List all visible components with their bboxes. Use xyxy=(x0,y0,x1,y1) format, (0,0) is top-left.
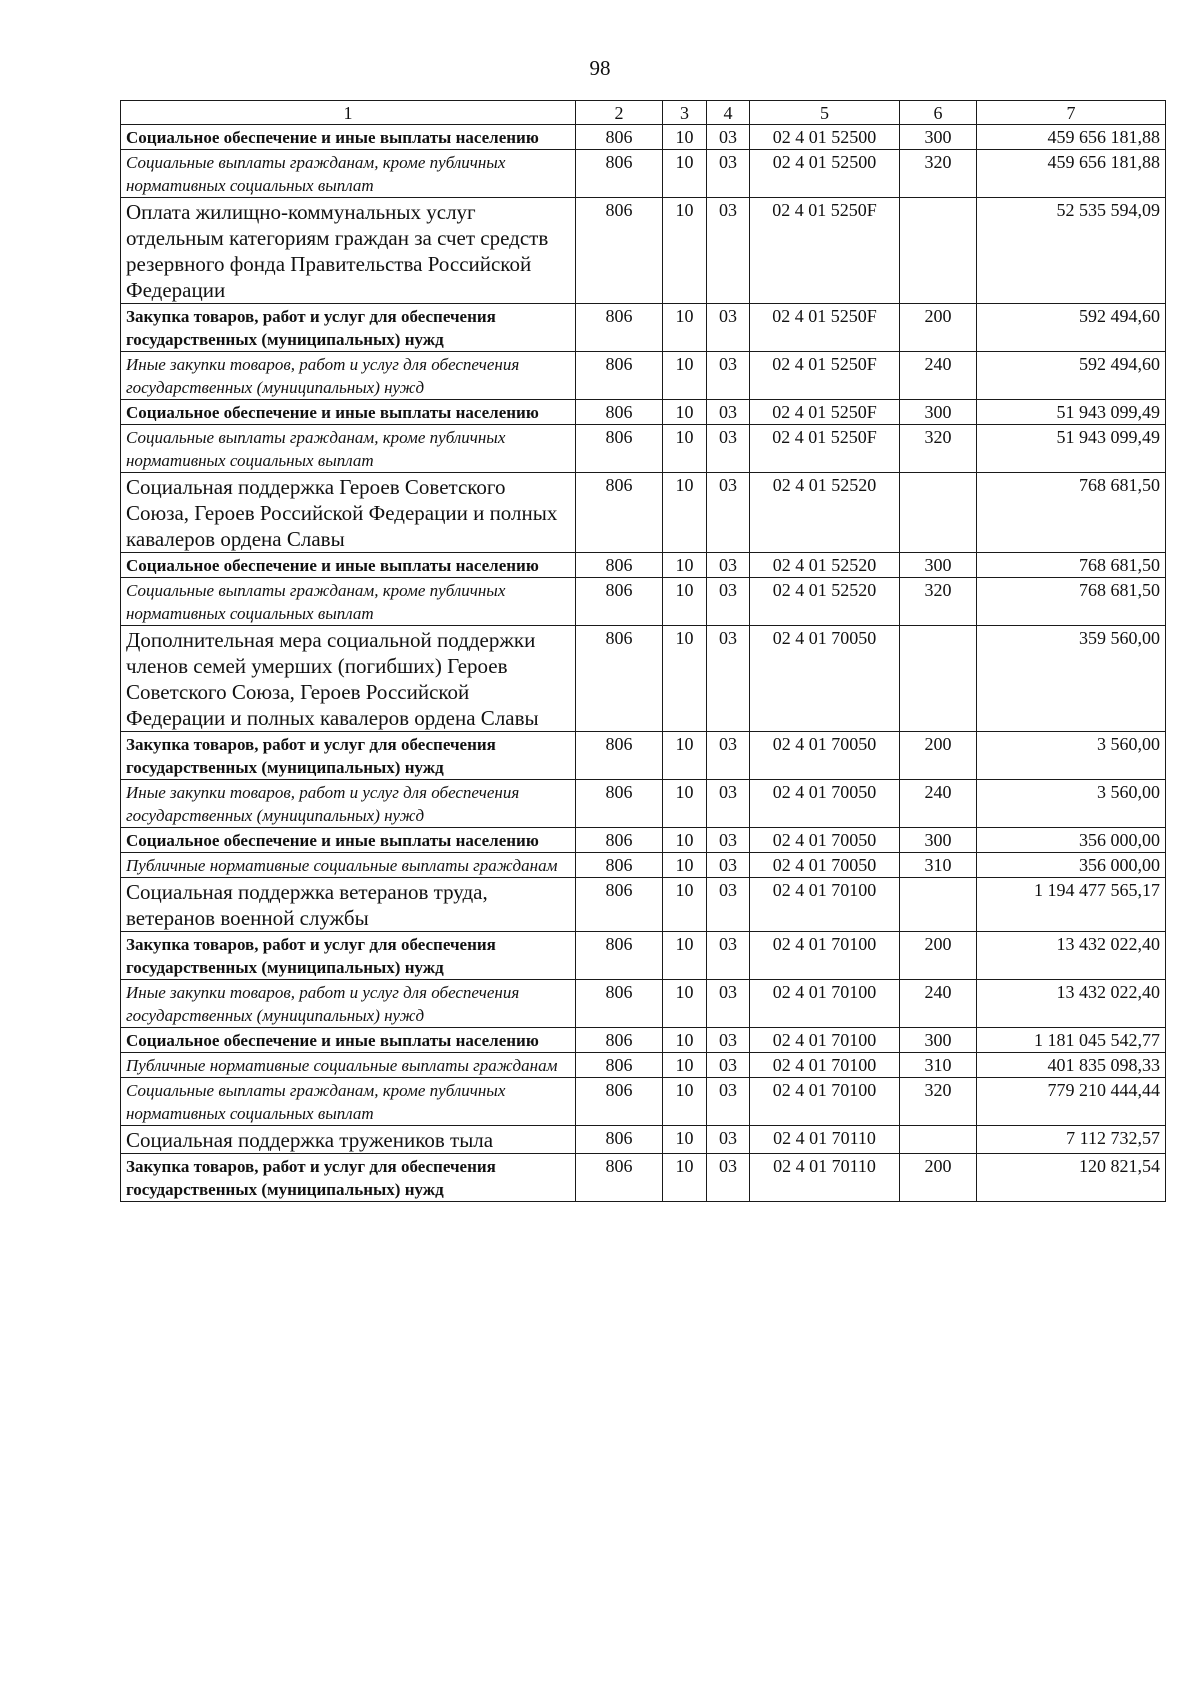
cell-section: 10 xyxy=(663,828,707,853)
cell-name: Социальное обеспечение и иные выплаты населению xyxy=(121,125,576,150)
cell-name: Закупка товаров, работ и услуг для обеспечения государственных (муниципальных) нужд xyxy=(121,304,576,352)
table-row xyxy=(121,732,1166,780)
cell-section: 10 xyxy=(663,980,707,1028)
page-number: 98 xyxy=(589,56,611,80)
table-row xyxy=(121,828,1166,853)
cell-expense-type: 200 xyxy=(900,304,977,352)
cell-subsection: 03 xyxy=(707,1078,750,1126)
cell-amount: 3 560,00 xyxy=(977,732,1166,780)
cell-target-article: 02 4 01 52520 xyxy=(750,578,900,626)
cell-name: Социальные выплаты гражданам, кроме публичных нормативных социальных выплат xyxy=(121,425,576,473)
cell-name: Публичные нормативные социальные выплаты гражданам xyxy=(121,1053,576,1078)
cell-expense-type: 200 xyxy=(900,1154,977,1202)
cell-section: 10 xyxy=(663,1028,707,1053)
cell-ministry-code: 806 xyxy=(576,1078,663,1126)
cell-section: 10 xyxy=(663,125,707,150)
table-row xyxy=(121,878,1166,932)
header-col-6: 6 xyxy=(900,101,977,125)
cell-amount: 13 432 022,40 xyxy=(977,980,1166,1028)
table-row xyxy=(121,352,1166,400)
cell-target-article: 02 4 01 70100 xyxy=(750,932,900,980)
cell-target-article: 02 4 01 70100 xyxy=(750,1053,900,1078)
cell-target-article: 02 4 01 70100 xyxy=(750,980,900,1028)
cell-ministry-code: 806 xyxy=(576,828,663,853)
cell-name: Социальная поддержка Героев Советского Союза, Героев Российской Федерации и полных кавалеров ордена Славы xyxy=(121,473,576,553)
cell-amount: 120 821,54 xyxy=(977,1154,1166,1202)
cell-ministry-code: 806 xyxy=(576,553,663,578)
cell-expense-type: 240 xyxy=(900,980,977,1028)
cell-target-article: 02 4 01 5250F xyxy=(750,352,900,400)
cell-ministry-code: 806 xyxy=(576,626,663,732)
cell-subsection: 03 xyxy=(707,626,750,732)
table-row xyxy=(121,1028,1166,1053)
cell-ministry-code: 806 xyxy=(576,125,663,150)
cell-expense-type xyxy=(900,878,977,932)
cell-expense-type: 200 xyxy=(900,732,977,780)
cell-subsection: 03 xyxy=(707,198,750,304)
cell-target-article: 02 4 01 52520 xyxy=(750,473,900,553)
cell-expense-type xyxy=(900,198,977,304)
table-body xyxy=(121,125,1166,1202)
cell-ministry-code: 806 xyxy=(576,1126,663,1154)
header-col-1: 1 xyxy=(121,101,576,125)
cell-amount: 356 000,00 xyxy=(977,828,1166,853)
cell-ministry-code: 806 xyxy=(576,853,663,878)
cell-target-article: 02 4 01 52500 xyxy=(750,125,900,150)
table-row xyxy=(121,980,1166,1028)
cell-ministry-code: 806 xyxy=(576,198,663,304)
cell-amount: 1 181 045 542,77 xyxy=(977,1028,1166,1053)
table-row xyxy=(121,473,1166,553)
cell-section: 10 xyxy=(663,352,707,400)
cell-expense-type: 300 xyxy=(900,125,977,150)
cell-subsection: 03 xyxy=(707,732,750,780)
table-row xyxy=(121,125,1166,150)
cell-ministry-code: 806 xyxy=(576,1028,663,1053)
cell-target-article: 02 4 01 5250F xyxy=(750,425,900,473)
table-row xyxy=(121,578,1166,626)
cell-section: 10 xyxy=(663,732,707,780)
cell-ministry-code: 806 xyxy=(576,473,663,553)
cell-subsection: 03 xyxy=(707,878,750,932)
cell-ministry-code: 806 xyxy=(576,352,663,400)
header-row xyxy=(121,101,1166,125)
cell-amount: 401 835 098,33 xyxy=(977,1053,1166,1078)
cell-amount: 592 494,60 xyxy=(977,352,1166,400)
cell-name: Иные закупки товаров, работ и услуг для обеспечения государственных (муниципальных) нужд xyxy=(121,780,576,828)
cell-subsection: 03 xyxy=(707,1053,750,1078)
cell-section: 10 xyxy=(663,1078,707,1126)
cell-ministry-code: 806 xyxy=(576,932,663,980)
cell-expense-type: 320 xyxy=(900,150,977,198)
cell-section: 10 xyxy=(663,878,707,932)
cell-target-article: 02 4 01 52520 xyxy=(750,553,900,578)
cell-expense-type xyxy=(900,626,977,732)
cell-expense-type: 320 xyxy=(900,578,977,626)
cell-expense-type: 310 xyxy=(900,853,977,878)
cell-name: Оплата жилищно-коммунальных услуг отдельным категориям граждан за счет средств резервного фонда Правительства Российской Федерации xyxy=(121,198,576,304)
cell-subsection: 03 xyxy=(707,853,750,878)
cell-section: 10 xyxy=(663,400,707,425)
cell-name: Иные закупки товаров, работ и услуг для обеспечения государственных (муниципальных) нужд xyxy=(121,352,576,400)
cell-target-article: 02 4 01 5250F xyxy=(750,400,900,425)
cell-amount: 459 656 181,88 xyxy=(977,125,1166,150)
cell-expense-type: 300 xyxy=(900,553,977,578)
cell-amount: 768 681,50 xyxy=(977,473,1166,553)
cell-name: Закупка товаров, работ и услуг для обеспечения государственных (муниципальных) нужд xyxy=(121,732,576,780)
cell-section: 10 xyxy=(663,1154,707,1202)
cell-expense-type xyxy=(900,473,977,553)
cell-amount: 3 560,00 xyxy=(977,780,1166,828)
cell-section: 10 xyxy=(663,578,707,626)
table-row xyxy=(121,1053,1166,1078)
cell-subsection: 03 xyxy=(707,828,750,853)
table-row xyxy=(121,400,1166,425)
cell-amount: 7 112 732,57 xyxy=(977,1126,1166,1154)
cell-expense-type: 200 xyxy=(900,932,977,980)
cell-target-article: 02 4 01 70110 xyxy=(750,1154,900,1202)
cell-subsection: 03 xyxy=(707,980,750,1028)
cell-name: Публичные нормативные социальные выплаты гражданам xyxy=(121,853,576,878)
cell-name: Социальная поддержка ветеранов труда, ветеранов военной службы xyxy=(121,878,576,932)
header-col-3: 3 xyxy=(663,101,707,125)
cell-name: Социальное обеспечение и иные выплаты населению xyxy=(121,828,576,853)
cell-ministry-code: 806 xyxy=(576,400,663,425)
table-row xyxy=(121,626,1166,732)
cell-ministry-code: 806 xyxy=(576,878,663,932)
header-col-4: 4 xyxy=(707,101,750,125)
cell-amount: 768 681,50 xyxy=(977,553,1166,578)
cell-subsection: 03 xyxy=(707,780,750,828)
cell-expense-type: 240 xyxy=(900,780,977,828)
cell-name: Социальные выплаты гражданам, кроме публичных нормативных социальных выплат xyxy=(121,578,576,626)
cell-target-article: 02 4 01 5250F xyxy=(750,304,900,352)
cell-subsection: 03 xyxy=(707,400,750,425)
cell-target-article: 02 4 01 70050 xyxy=(750,853,900,878)
table-row xyxy=(121,425,1166,473)
cell-name: Социальные выплаты гражданам, кроме публичных нормативных социальных выплат xyxy=(121,1078,576,1126)
cell-target-article: 02 4 01 70100 xyxy=(750,1028,900,1053)
cell-expense-type: 240 xyxy=(900,352,977,400)
cell-subsection: 03 xyxy=(707,553,750,578)
cell-expense-type: 300 xyxy=(900,1028,977,1053)
cell-ministry-code: 806 xyxy=(576,780,663,828)
cell-subsection: 03 xyxy=(707,1126,750,1154)
cell-name: Иные закупки товаров, работ и услуг для обеспечения государственных (муниципальных) нужд xyxy=(121,980,576,1028)
cell-section: 10 xyxy=(663,304,707,352)
cell-name: Дополнительная мера социальной поддержки членов семей умерших (погибших) Героев Советского Союза, Героев Российской Федерации и полных кавалеров ордена Славы xyxy=(121,626,576,732)
table-row xyxy=(121,304,1166,352)
cell-subsection: 03 xyxy=(707,125,750,150)
cell-subsection: 03 xyxy=(707,425,750,473)
cell-section: 10 xyxy=(663,853,707,878)
cell-expense-type xyxy=(900,1126,977,1154)
table-row xyxy=(121,932,1166,980)
cell-target-article: 02 4 01 70110 xyxy=(750,1126,900,1154)
cell-amount: 51 943 099,49 xyxy=(977,400,1166,425)
cell-amount: 13 432 022,40 xyxy=(977,932,1166,980)
cell-amount: 459 656 181,88 xyxy=(977,150,1166,198)
cell-section: 10 xyxy=(663,1053,707,1078)
table-row xyxy=(121,1154,1166,1202)
cell-subsection: 03 xyxy=(707,932,750,980)
table-row xyxy=(121,780,1166,828)
cell-amount: 356 000,00 xyxy=(977,853,1166,878)
cell-target-article: 02 4 01 5250F xyxy=(750,198,900,304)
cell-subsection: 03 xyxy=(707,352,750,400)
cell-target-article: 02 4 01 70100 xyxy=(750,878,900,932)
cell-ministry-code: 806 xyxy=(576,1053,663,1078)
cell-section: 10 xyxy=(663,425,707,473)
cell-section: 10 xyxy=(663,1126,707,1154)
table-row xyxy=(121,1078,1166,1126)
cell-target-article: 02 4 01 70050 xyxy=(750,828,900,853)
cell-ministry-code: 806 xyxy=(576,578,663,626)
cell-amount: 779 210 444,44 xyxy=(977,1078,1166,1126)
cell-ministry-code: 806 xyxy=(576,732,663,780)
cell-ministry-code: 806 xyxy=(576,425,663,473)
cell-amount: 768 681,50 xyxy=(977,578,1166,626)
cell-section: 10 xyxy=(663,198,707,304)
cell-section: 10 xyxy=(663,150,707,198)
cell-subsection: 03 xyxy=(707,473,750,553)
cell-name: Социальная поддержка тружеников тыла xyxy=(121,1126,576,1154)
table-row xyxy=(121,1126,1166,1154)
cell-name: Социальное обеспечение и иные выплаты населению xyxy=(121,1028,576,1053)
cell-target-article: 02 4 01 70050 xyxy=(750,780,900,828)
cell-section: 10 xyxy=(663,553,707,578)
cell-ministry-code: 806 xyxy=(576,150,663,198)
cell-subsection: 03 xyxy=(707,578,750,626)
cell-amount: 52 535 594,09 xyxy=(977,198,1166,304)
cell-name: Закупка товаров, работ и услуг для обеспечения государственных (муниципальных) нужд xyxy=(121,932,576,980)
cell-amount: 51 943 099,49 xyxy=(977,425,1166,473)
cell-name: Социальные выплаты гражданам, кроме публичных нормативных социальных выплат xyxy=(121,150,576,198)
cell-subsection: 03 xyxy=(707,304,750,352)
cell-subsection: 03 xyxy=(707,1028,750,1053)
cell-expense-type: 310 xyxy=(900,1053,977,1078)
table-row xyxy=(121,553,1166,578)
cell-target-article: 02 4 01 70050 xyxy=(750,626,900,732)
cell-expense-type: 320 xyxy=(900,425,977,473)
cell-target-article: 02 4 01 70050 xyxy=(750,732,900,780)
table-row xyxy=(121,150,1166,198)
cell-section: 10 xyxy=(663,473,707,553)
table-row xyxy=(121,853,1166,878)
cell-target-article: 02 4 01 70100 xyxy=(750,1078,900,1126)
cell-ministry-code: 806 xyxy=(576,304,663,352)
cell-target-article: 02 4 01 52500 xyxy=(750,150,900,198)
header-col-7: 7 xyxy=(977,101,1166,125)
cell-expense-type: 320 xyxy=(900,1078,977,1126)
cell-name: Социальное обеспечение и иные выплаты населению xyxy=(121,553,576,578)
cell-subsection: 03 xyxy=(707,150,750,198)
cell-amount: 1 194 477 565,17 xyxy=(977,878,1166,932)
cell-subsection: 03 xyxy=(707,1154,750,1202)
header-col-2: 2 xyxy=(576,101,663,125)
cell-ministry-code: 806 xyxy=(576,1154,663,1202)
cell-amount: 592 494,60 xyxy=(977,304,1166,352)
cell-section: 10 xyxy=(663,626,707,732)
cell-section: 10 xyxy=(663,932,707,980)
table-row xyxy=(121,198,1166,304)
cell-section: 10 xyxy=(663,780,707,828)
cell-amount: 359 560,00 xyxy=(977,626,1166,732)
cell-name: Закупка товаров, работ и услуг для обеспечения государственных (муниципальных) нужд xyxy=(121,1154,576,1202)
cell-expense-type: 300 xyxy=(900,828,977,853)
cell-ministry-code: 806 xyxy=(576,980,663,1028)
cell-expense-type: 300 xyxy=(900,400,977,425)
header-col-5: 5 xyxy=(750,101,900,125)
cell-name: Социальное обеспечение и иные выплаты населению xyxy=(121,400,576,425)
budget-table xyxy=(120,100,1166,1202)
